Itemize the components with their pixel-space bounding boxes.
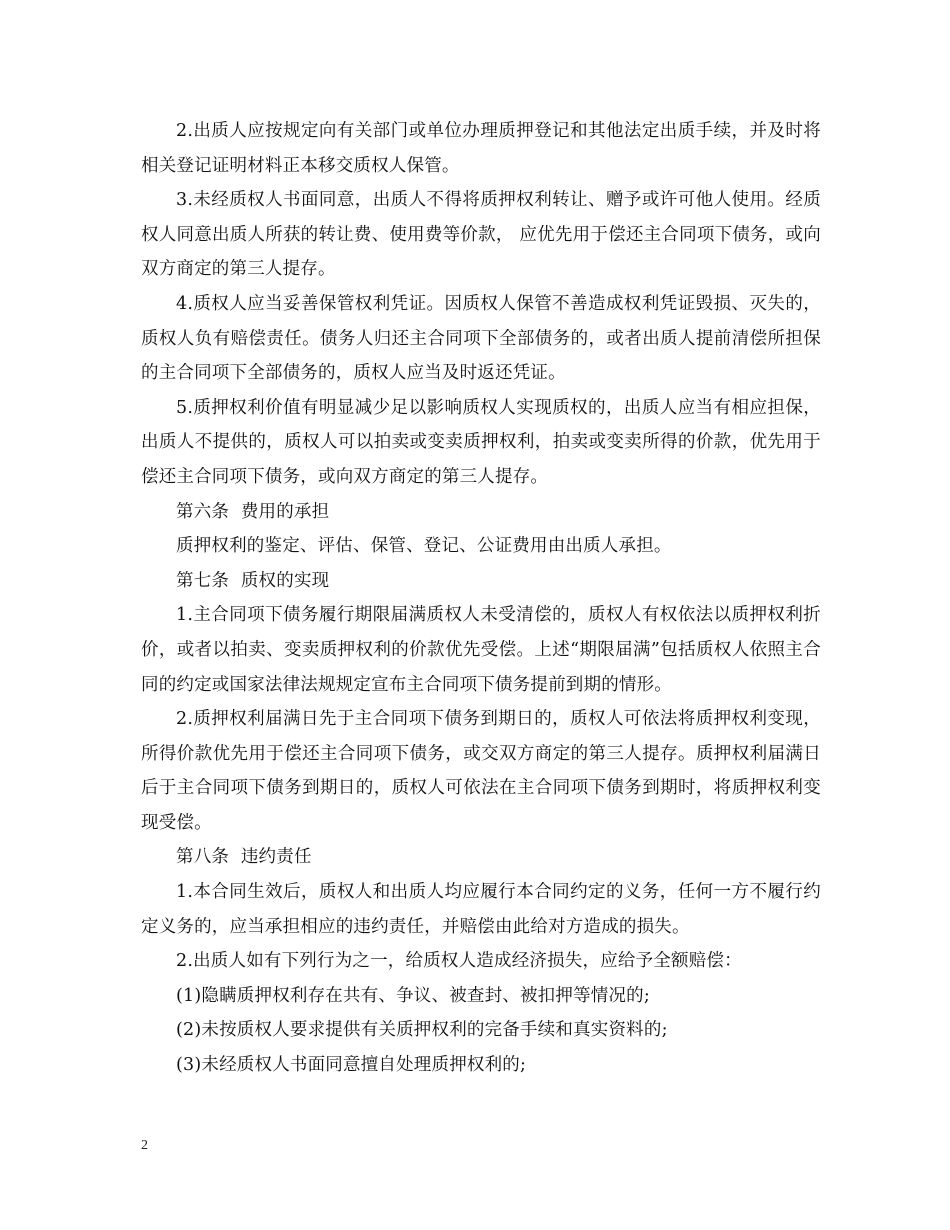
article-8-item-1: 1.本合同生效后，质权人和出质人均应履行本合同约定的义务，任何一方不履行约定义务的，应当承担相应的违约责任，并赔偿由此给对方造成的损失。	[141, 882, 821, 937]
article-8-sub-item-2: (2)未按质权人要求提供有关质押权利的完备手续和真实资料的;	[176, 1020, 668, 1041]
clause-5-item-2: 2.出质人应按规定向有关部门或单位办理质押登记和其他法定出质手续，并及时将相关登记证明材料正本移交质权人保管。	[141, 121, 821, 176]
clause-5-item-4: 4.质权人应当妥善保管权利凭证。因质权人保管不善造成权利凭证毁损、灭失的，质权人负有赔偿责任。债务人归还主合同项下全部债务的，或者出质人提前清偿所担保的主合同项下全部债务的，质权人应当及时返还凭证。	[141, 293, 821, 384]
article-7-item-2: 2.质押权利届满日先于主合同项下债务到期日的，质权人可依法将质押权利变现，所得价款优先用于偿还主合同项下债务，或交双方商定的第三人提存。质押权利届满日后于主合同项下债务到期日的，质权人可依法在主合同项下债务到期时，将质押权利变现受偿。	[141, 709, 821, 833]
article-7-item-1: 1.主合同项下债务履行期限届满质权人未受清偿的，质权人有权依法以质押权利折价，或者以拍卖、变卖质押权利的价款优先受偿。上述“期限届满”包括质权人依照主合同的约定或国家法律法规规定宣布主合同项下债务提前到期的情形。	[141, 605, 821, 695]
article-8-heading: 第八条 违约责任	[176, 847, 312, 868]
clause-5-item-3: 3.未经质权人书面同意，出质人不得将质押权利转让、赠予或许可他人使用。经质权人同意出质人所获的转让费、使用费等价款， 应优先用于偿还主合同项下债务，或向双方商定的第三人提存。	[141, 190, 821, 280]
page-number: 2	[141, 1138, 148, 1153]
article-6-body: 质押权利的鉴定、评估、保管、登记、公证费用由出质人承担。	[176, 536, 672, 557]
article-7-heading: 第七条 质权的实现	[176, 570, 330, 591]
article-8-item-2: 2.出质人如有下列行为之一，给质权人造成经济损失，应给予全额赔偿：	[176, 951, 742, 972]
article-8-sub-item-3: (3)未经质权人书面同意擅自处理质押权利的;	[176, 1055, 527, 1076]
article-6-heading: 第六条 费用的承担	[176, 501, 330, 522]
article-8-sub-item-1: (1)隐瞒质押权利存在共有、争议、被查封、被扣押等情况的;	[176, 985, 650, 1006]
document-body	[141, 114, 821, 1083]
clause-5-item-5: 5.质押权利价值有明显减少足以影响质权人实现质权的，出质人应当有相应担保，出质人不提供的，质权人可以拍卖或变卖质押权利，拍卖或变卖所得的价款，优先用于偿还主合同项下债务，或向双方商定的第三人提存。	[141, 397, 821, 487]
